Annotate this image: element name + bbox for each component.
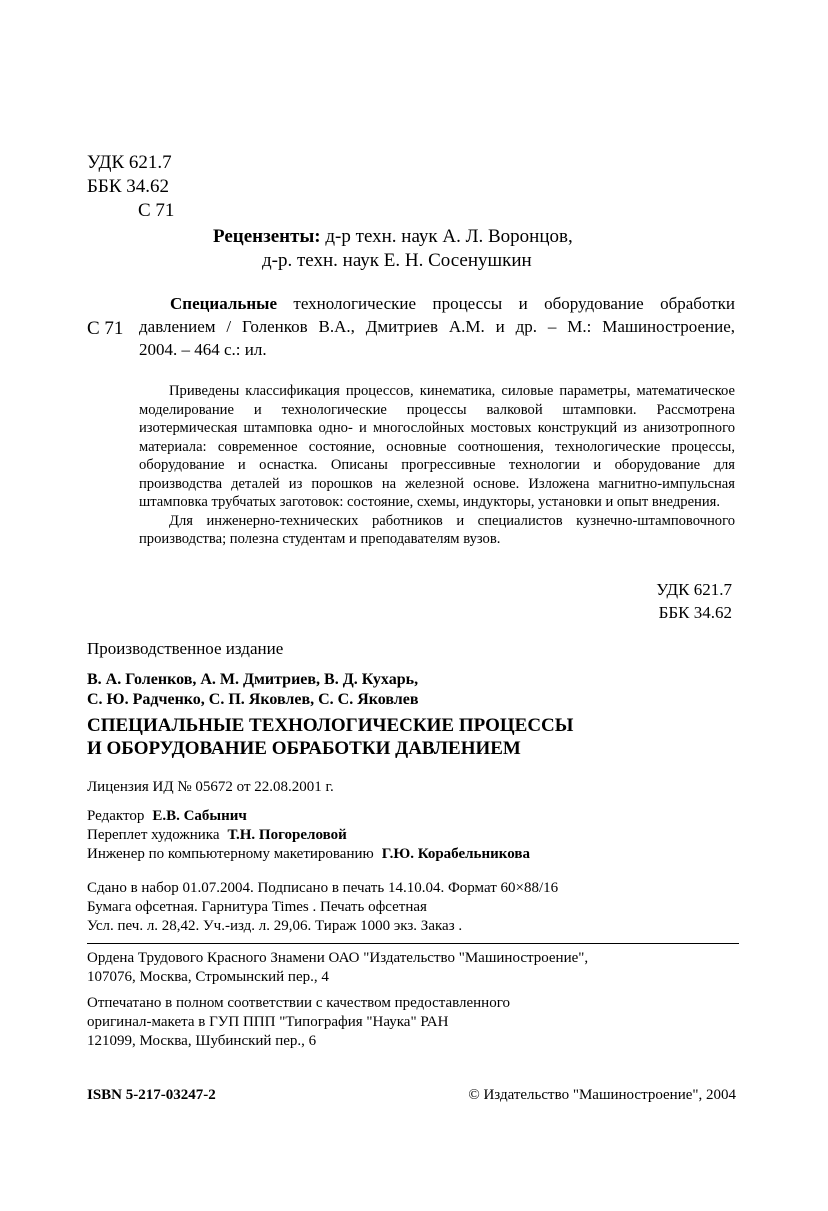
- print-details-3: Усл. печ. л. 28,42. Уч.-изд. л. 29,06. Тираж 1000 экз. Заказ .: [87, 918, 463, 934]
- cover-artist-name: Т.Н. Погореловой: [227, 827, 347, 843]
- editor-line: [87, 807, 247, 826]
- print-details-1: Сдано в набор 01.07.2004. Подписано в печать 14.10.04. Формат 60×88/16: [87, 880, 559, 896]
- publisher-line-1: Ордена Трудового Красного Знамени ОАО "Издательство "Машиностроение",: [87, 950, 589, 966]
- layout-engineer-name: Г.Ю. Корабельникова: [381, 846, 530, 862]
- print-details-2: Бумага офсетная. Гарнитура Times . Печать офсетная: [87, 899, 427, 915]
- bibliographic-title-bold: Специальные: [170, 294, 277, 313]
- bibliographic-line-1: [170, 292, 735, 315]
- editor-name: Е.В. Сабынич: [152, 808, 247, 824]
- udk-code: УДК 621.7: [87, 152, 172, 173]
- bibliographic-line-3: 2004. – 464 с.: ил.: [139, 340, 267, 359]
- bibliographic-side-mark: С 71: [87, 318, 124, 339]
- copyright: © Издательство "Машиностроение", 2004: [468, 1087, 736, 1103]
- bbk-code: ББК 34.62: [87, 176, 169, 197]
- book-title-line-2: И ОБОРУДОВАНИЕ ОБРАБОТКИ ДАВЛЕНИЕМ: [87, 738, 521, 759]
- authors-line-1: В. А. Голенков, А. М. Дмитриев, В. Д. Кухарь,: [87, 671, 419, 688]
- reviewers-label: Рецензенты:: [213, 226, 321, 247]
- bibliographic-line-1-rest: технологические процессы и оборудование обработки: [293, 294, 736, 313]
- reviewers-line-1: [213, 225, 573, 249]
- bbk-code-right: ББК 34.62: [658, 603, 732, 622]
- reviewer-2: д-р. техн. наук Е. Н. Сосенушкин: [262, 250, 532, 271]
- license: Лицензия ИД № 05672 от 22.08.2001 г.: [87, 779, 334, 795]
- udk-code-right: УДК 621.7: [656, 580, 732, 599]
- author-mark: С 71: [138, 200, 175, 221]
- annotation-paragraph-1: Приведены классификация процессов, кинематика, силовые параметры, математическое моделирование и технологические процессы валковой штамповки. Рассмотрена изотермическая штамповка одно- и многослойных мостовых конструкций из анизотропного материала: современное состояние, основные соотношения, технологические процессы, оборудование и оснастка. Описаны прогрессивные технологии и оборудование для производства деталей из порошков на железной основе. Изложена магнитно-импульсная штамповка трубчатых заготовок: состояние, схемы, индукторы, установки и опыт внедрения.: [139, 383, 735, 510]
- book-title-line-1: СПЕЦИАЛЬНЫЕ ТЕХНОЛОГИЧЕСКИЕ ПРОЦЕССЫ: [87, 715, 574, 736]
- printer-line-2: оригинал-макета в ГУП ППП "Типография "Наука" РАН: [87, 1014, 449, 1030]
- edition-type: Производственное издание: [87, 639, 284, 658]
- publisher-line-2: 107076, Москва, Стромынский пер., 4: [87, 969, 329, 985]
- cover-artist-line: [87, 826, 347, 845]
- layout-engineer-label: Инженер по компьютерному макетированию: [87, 846, 374, 862]
- divider-line: [87, 943, 739, 944]
- printer-line-1: Отпечатано в полном соответствии с качеством предоставленного: [87, 995, 510, 1011]
- editor-label: Редактор: [87, 808, 145, 824]
- reviewer-1: д-р техн. наук А. Л. Воронцов,: [325, 226, 573, 247]
- printer-line-3: 121099, Москва, Шубинский пер., 6: [87, 1033, 317, 1049]
- annotation-paragraph-2: Для инженерно-технических работников и специалистов кузнечно-штамповочного производства; полезна студентам и преподавателям вузов.: [139, 512, 735, 547]
- annotation: [139, 382, 735, 549]
- layout-engineer-line: [87, 845, 530, 864]
- bibliographic-line-2: давлением / Голенков В.А., Дмитриев А.М. и др. – М.: Машиностроение,: [139, 317, 735, 336]
- isbn: ISBN 5-217-03247-2: [87, 1087, 216, 1103]
- authors-line-2: С. Ю. Радченко, С. П. Яковлев, С. С. Яковлев: [87, 691, 419, 708]
- cover-artist-label: Переплет художника: [87, 827, 220, 843]
